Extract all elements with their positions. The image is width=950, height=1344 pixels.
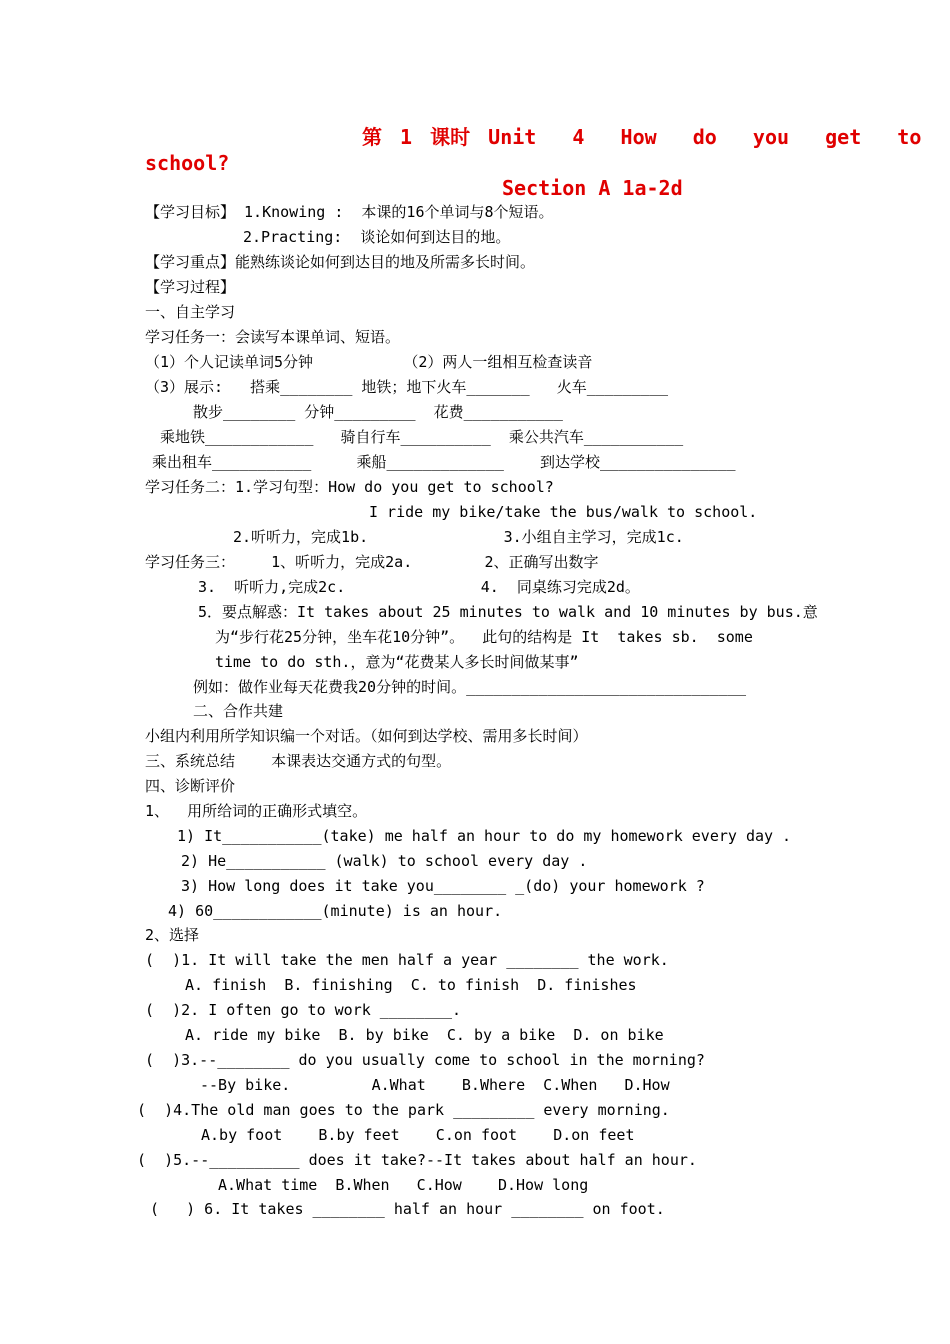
task-1-steps: （1）个人记读单词5分钟 （2）两人一组相互检查读音 (145, 353, 593, 371)
task-3-steps: 3. 听听力,完成2c. 4. 同桌练习完成2d。 (198, 578, 640, 596)
exercise-1-item-2: 2) He___________ (walk) to school every day . (181, 852, 588, 870)
section-heading-1: 一、自主学习 (145, 303, 236, 321)
goal-line-2: 2.Practing: 谈论如何到达目的地。 (243, 228, 511, 246)
vocab-line-2: 散步________ 分钟_________ 花费___________ (193, 403, 563, 421)
task-2-line: 学习任务二：1.学习句型：How do you get to school? (145, 478, 554, 496)
cooperation-line: 小组内利用所学知识编一个对话。（如何到达学校、需用多长时间） (145, 727, 588, 745)
lesson-title-line2: school? (145, 151, 230, 175)
choice-4-question: ( )4.The old man goes to the park _________ every morning. (137, 1101, 670, 1119)
task-2-sentence: I ride my bike/take the bus/walk to school. (369, 503, 758, 521)
choice-3-question: ( )3.--________ do you usually come to school in the morning? (145, 1051, 705, 1069)
vocab-line-3: 乘地铁____________ 骑自行车__________ 乘公共汽车___________ (160, 428, 684, 446)
choice-5-options: A.What time B.When C.How D.How long (218, 1176, 589, 1194)
choice-5-question: ( )5.--__________ does it take?--It takes about half an hour. (137, 1151, 697, 1169)
choice-2-question: ( )2. I often go to work ________. (145, 1001, 462, 1019)
section-heading-2: 二、合作共建 (193, 702, 284, 720)
key-point-line: 【学习重点】能熟练谈论如何到达目的地及所需多长时间。 (145, 253, 536, 271)
key-note-line-1: 5．要点解惑：It takes about 25 minutes to walk and 10 minutes by bus.意 (198, 603, 818, 621)
choice-1-question: ( )1. It will take the men half a year ________ the work. (145, 951, 669, 969)
goal-line-1: 【学习目标】 1.Knowing : 本课的16个单词与8个短语。 (145, 203, 554, 221)
task-1-line: 学习任务一：会读写本课单词、短语。 (145, 328, 401, 346)
section-heading-4: 四、诊断评价 (145, 777, 236, 795)
exercise-2-heading: 2、选择 (145, 926, 200, 944)
choice-1-options: A. finish B. finishing C. to finish D. finishes (185, 976, 637, 994)
choice-4-options: A.by foot B.by feet C.on foot D.on feet (201, 1126, 635, 1144)
exercise-1-heading: 1、 用所给词的正确形式填空。 (145, 802, 368, 820)
choice-6-question: ( ) 6. It takes ________ half an hour ________ on foot. (150, 1200, 665, 1218)
key-note-line-3: time to do sth.，意为“花费某人多长时间做某事” (215, 653, 579, 671)
key-note-line-2: 为“步行花25分钟，坐车花10分钟”。 此句的结构是 It takes sb. some (215, 628, 753, 646)
task-2-steps: 2.听听力，完成1b. 3.小组自主学习，完成1c. (233, 528, 684, 546)
task-3-line: 学习任务三： 1、听听力，完成2a. 2、正确写出数字 (145, 553, 599, 571)
exercise-1-item-4: 4) 60____________(minute) is an hour. (168, 902, 503, 920)
exercise-1-item-1: 1) It___________(take) me half an hour to do my homework every day . (177, 827, 792, 845)
example-line: 例如：做作业每天花费我20分钟的时间。_______________________________ (193, 678, 747, 696)
lesson-title-line3: Section A 1a-2d (502, 176, 683, 200)
lesson-title-line1: 第 1 课时 Unit 4 How do you get to (362, 125, 922, 149)
vocab-line-1: （3）展示: 搭乘________ 地铁；地下火车_______ 火车_________ (145, 378, 669, 396)
choice-2-options: A. ride my bike B. by bike C. by a bike D. on bike (185, 1026, 664, 1044)
exercise-1-item-3: 3) How long does it take you________ _(do) your homework ? (181, 877, 705, 895)
summary-line: 三、系统总结 本课表达交通方式的句型。 (145, 752, 452, 770)
choice-3-options: --By bike. A.What B.Where C.When D.How (200, 1076, 670, 1094)
vocab-line-4: 乘出租车___________ 乘船_____________ 到达学校_______________ (152, 453, 736, 471)
process-heading: 【学习过程】 (145, 278, 236, 296)
